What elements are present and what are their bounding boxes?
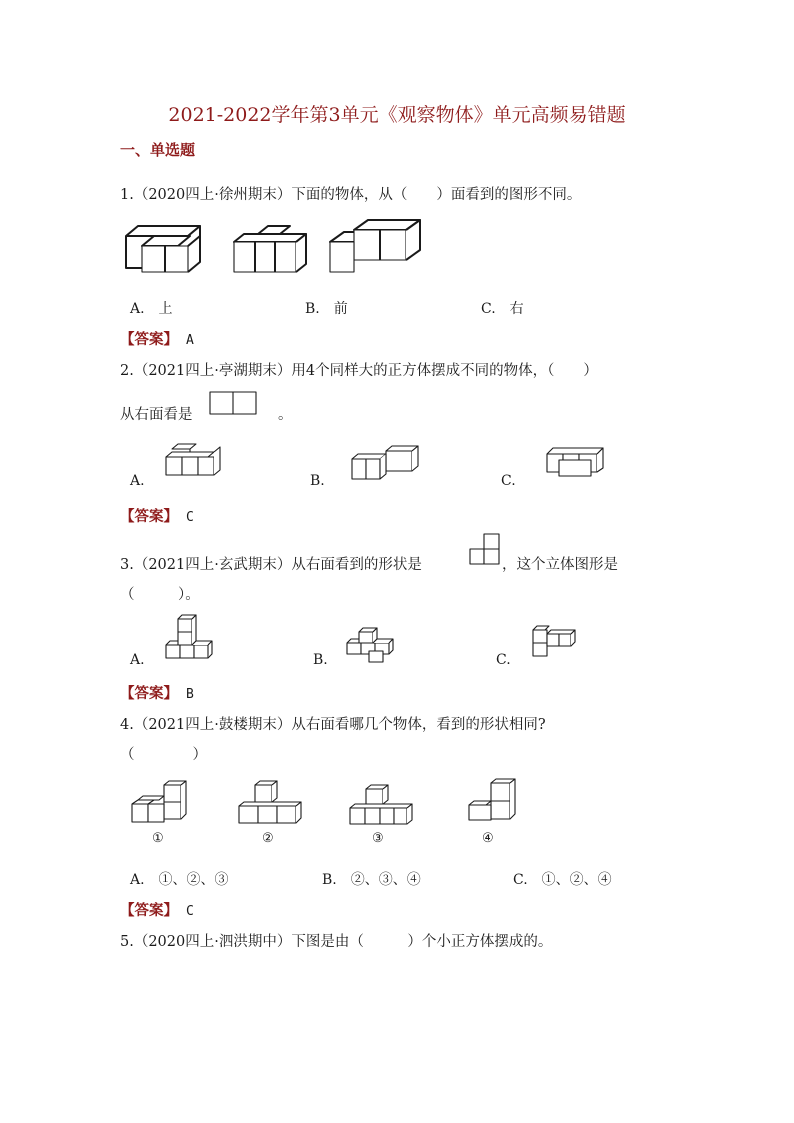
answer-value: A bbox=[186, 333, 194, 348]
q1-option-c[interactable]: C. 右 bbox=[481, 301, 524, 317]
q1-figure-a bbox=[124, 222, 206, 278]
q2-right-view-figure bbox=[209, 391, 257, 415]
q3-option-a[interactable]: A. bbox=[130, 652, 145, 668]
q1-figure-c bbox=[328, 218, 424, 276]
q2-option-b[interactable]: B. bbox=[310, 473, 325, 489]
q4-figure-4 bbox=[467, 778, 519, 826]
q2-answer bbox=[120, 505, 194, 526]
question-2-stem: 2.（2021四上·亭湖期末）用4个同样大的正方体摆成不同的物体，（ ） bbox=[120, 363, 598, 379]
answer-label: 【答案】 bbox=[120, 331, 178, 348]
q2-option-a-figure bbox=[164, 443, 222, 479]
q1-figure-b bbox=[230, 226, 312, 276]
question-4-stem: 4.（2021四上·鼓楼期末）从右面看哪几个物体，看到的形状相同? bbox=[120, 717, 546, 733]
question-5-stem: 5.（2020四上·泗洪期中）下图是由（ ）个小正方体摆成的。 bbox=[120, 934, 553, 950]
answer-label: 【答案】 bbox=[120, 902, 178, 919]
q2-option-b-figure bbox=[350, 445, 422, 485]
q4-figure-3-label: ③ bbox=[372, 831, 384, 846]
q4-figure-2-label: ② bbox=[262, 831, 274, 846]
question-3-stem-end: ，这个立体图形是 bbox=[502, 557, 618, 573]
q4-option-a[interactable]: A. ①、②、③ bbox=[130, 872, 229, 888]
q2-option-c-figure bbox=[545, 446, 609, 480]
page-title: 2021-2022学年第3单元《观察物体》单元高频易错题 bbox=[168, 104, 626, 126]
answer-label: 【答案】 bbox=[120, 508, 178, 525]
q1-answer bbox=[120, 328, 194, 349]
answer-label: 【答案】 bbox=[120, 685, 178, 702]
q4-figure-1-label: ① bbox=[152, 831, 164, 846]
answer-value: C bbox=[186, 904, 194, 919]
answer-value: C bbox=[186, 510, 194, 525]
q1-option-a[interactable]: A. 上 bbox=[130, 301, 173, 317]
question-4-stem-line2: （ ） bbox=[120, 747, 207, 763]
q4-figure-2 bbox=[237, 780, 305, 826]
question-2-stem-line2: 从右面看是 bbox=[120, 407, 193, 423]
q4-answer bbox=[120, 899, 194, 920]
q3-option-b-figure bbox=[345, 628, 395, 664]
q3-answer bbox=[120, 682, 194, 703]
q2-option-c[interactable]: C. bbox=[501, 473, 516, 489]
section-heading: 一、单选题 bbox=[120, 141, 196, 159]
q4-option-b[interactable]: B. ②、③、④ bbox=[322, 872, 421, 888]
question-3-stem: 3.（2021四上·玄武期末）从右面看到的形状是 bbox=[120, 557, 422, 573]
question-3-stem-line2: （ ）。 bbox=[120, 587, 200, 603]
question-1-stem: 1.（2020四上·徐州期末）下面的物体，从（ ）面看到的图形不同。 bbox=[120, 187, 582, 203]
q3-option-c[interactable]: C. bbox=[496, 652, 511, 668]
q4-option-c[interactable]: C. ①、②、④ bbox=[513, 872, 612, 888]
q4-figure-4-label: ④ bbox=[482, 831, 494, 846]
question-2-stem-end: 。 bbox=[278, 407, 293, 423]
answer-value: B bbox=[186, 687, 194, 702]
q3-option-b[interactable]: B. bbox=[313, 652, 328, 668]
q3-option-a-figure bbox=[164, 613, 214, 661]
q1-option-b[interactable]: B. 前 bbox=[305, 301, 348, 317]
q4-figure-1 bbox=[130, 780, 192, 826]
q2-option-a[interactable]: A. bbox=[130, 473, 145, 489]
q3-right-view-figure bbox=[469, 533, 501, 565]
q3-option-c-figure bbox=[531, 626, 579, 660]
q4-figure-3 bbox=[348, 784, 416, 826]
